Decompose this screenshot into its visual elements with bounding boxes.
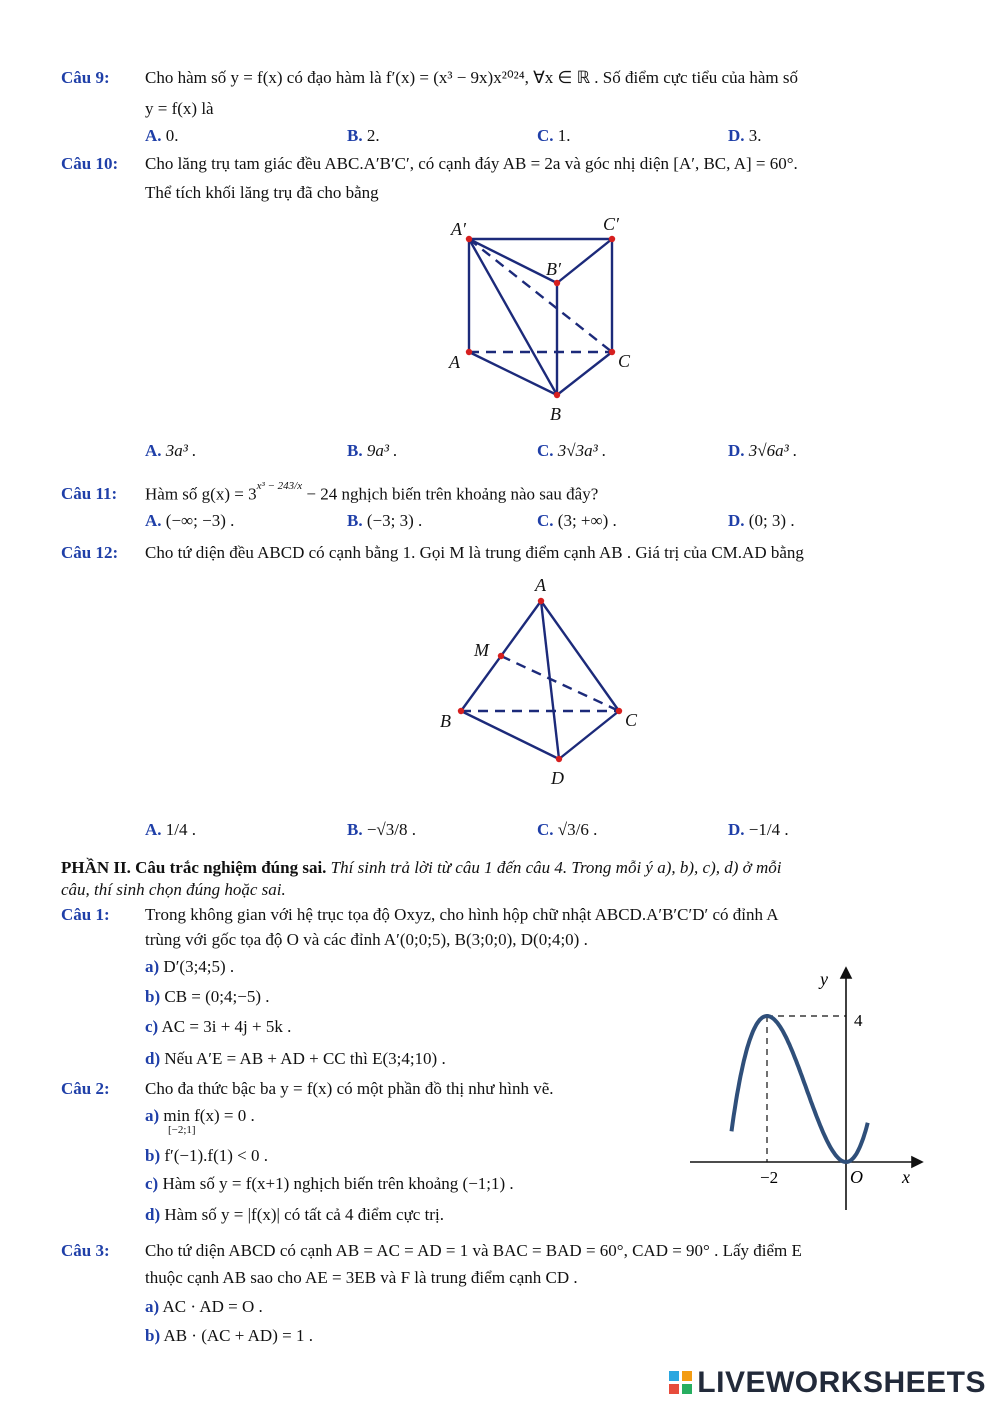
q11-option-b-text: (−3; 3) . — [366, 511, 423, 530]
q12-option-d-letter: D. — [728, 820, 745, 839]
q12-option-c-letter: C. — [537, 820, 554, 839]
liveworksheets-logo-icon — [669, 1371, 693, 1395]
q10-option-b-letter: B. — [347, 441, 363, 460]
q9-option-c-letter: C. — [537, 126, 554, 145]
q11-stem-pre: Hàm số g(x) = 3 — [145, 484, 257, 504]
tetra-label-b: B — [440, 711, 451, 731]
p2q1-item-b-letter: b) — [145, 987, 161, 1006]
q10-option-b-text: 9a³ . — [366, 441, 398, 460]
tetra-label-a: A — [535, 575, 546, 595]
graph-y-arrow — [841, 968, 851, 978]
p2q2-item-a-text: min f(x) = 0 . — [163, 1106, 255, 1125]
graph-label-y: y — [820, 969, 828, 989]
q9-option-d-letter: D. — [728, 126, 745, 145]
q10-option-a-text: 3a³ . — [165, 441, 197, 460]
q12-option-b-text: −√3/8 . — [366, 820, 416, 839]
p2q3-item-b-text: AB · (AC + AD) = 1 . — [163, 1326, 313, 1345]
part2-desc-line2: câu, thí sinh chọn đúng hoặc sai. — [61, 880, 286, 899]
q11-stem-exponent: x³ − 243/x — [256, 480, 303, 492]
p2q3-item-a[interactable] — [145, 1297, 263, 1317]
graph-label-origin: O — [850, 1167, 863, 1187]
q10-option-c-text: 3√3a³ . — [557, 441, 607, 460]
q12-label: Câu 12: — [61, 543, 119, 562]
graph-curve — [732, 1016, 868, 1162]
q12-option-a-letter: A. — [145, 820, 162, 839]
p2q1-item-a-letter: a) — [145, 957, 160, 976]
q9-label: Câu 9: — [61, 68, 110, 87]
q11-option-b-letter: B. — [347, 511, 363, 530]
p2q3-stem-line1: Cho tứ diện ABCD có cạnh AB = AC = AD = 1 và BAC = BAD = 60°, CAD = 90° . Lấy điểm E — [145, 1241, 802, 1260]
prism-label-b: B — [550, 404, 561, 424]
graph-tick-y: 4 — [854, 1011, 863, 1030]
q9-option-d-text: 3. — [748, 126, 762, 145]
p2q1-label: Câu 1: — [61, 905, 110, 924]
p2q1-item-d-text: Nếu A′E = AB + AD + CC thì E(3;4;10) . — [164, 1049, 446, 1068]
part2-title: PHẦN II. Câu trắc nghiệm đúng sai. — [61, 858, 327, 877]
watermark-text: LIVEWORKSHEETS — [697, 1366, 986, 1399]
p2q3-item-a-letter: a) — [145, 1297, 160, 1316]
p2q2-item-c-text: Hàm số y = f(x+1) nghịch biến trên khoảng (−1;1) . — [162, 1174, 514, 1193]
q9-option-b-letter: B. — [347, 126, 363, 145]
q9-stem-line1: Cho hàm số y = f(x) có đạo hàm là f′(x) = (x³ − 9x)x²⁰²⁴, ∀x ∈ ℝ . Số điểm cực tiểu của hàm số — [145, 68, 799, 87]
q9-stem-line2: y = f(x) là — [145, 99, 214, 118]
p2q1-item-c-text: AC = 3i + 4j + 5k . — [161, 1017, 292, 1036]
p2q1-item-b-text: CB = (0;4;−5) . — [164, 987, 270, 1006]
q9-option-a-text: 0. — [165, 126, 179, 145]
p2q2-item-a-letter: a) — [145, 1106, 160, 1125]
q10-option-c-letter: C. — [537, 441, 554, 460]
graph-tick-x: −2 — [760, 1168, 779, 1187]
q10-option-d-text: 3√6a³ . — [748, 441, 798, 460]
tetra-label-d: D — [551, 768, 564, 788]
p2q3-stem-line2: thuộc cạnh AB sao cho AE = 3EB và F là trung điểm cạnh CD . — [145, 1268, 578, 1287]
q12-option-b-letter: B. — [347, 820, 363, 839]
q11-option-d-text: (0; 3) . — [748, 511, 795, 530]
tetra-label-c: C — [625, 710, 638, 730]
logo-square-1 — [669, 1371, 679, 1381]
p2q3-item-a-text: AC · AD = O . — [162, 1297, 263, 1316]
prism-label-c1: C′ — [603, 214, 619, 234]
p2q2-item-b-text: f′(−1).f(1) < 0 . — [164, 1146, 268, 1165]
p2q1-stem-line1: Trong không gian với hệ trục tọa độ Oxyz, cho hình hộp chữ nhật ABCD.A′B′C′D′ có đỉnh A — [145, 905, 779, 924]
q10-stem-line2: Thể tích khối lăng trụ đã cho bằng — [145, 183, 379, 202]
liveworksheets-watermark[interactable] — [669, 1366, 986, 1400]
q11-option-c-text: (3; +∞) . — [557, 511, 617, 530]
logo-square-3 — [669, 1384, 679, 1394]
q11-stem-post: − 24 nghịch biến trên khoảng nào sau đây? — [306, 484, 599, 504]
q11-option-a-letter: A. — [145, 511, 162, 530]
logo-square-4 — [682, 1384, 692, 1394]
p2q2-stem-line1: Cho đa thức bậc ba y = f(x) có một phần đồ thị như hình vẽ. — [145, 1079, 554, 1098]
p2q1-item-c-letter: c) — [145, 1017, 159, 1036]
q12-option-a-text: 1/4 . — [165, 820, 197, 839]
graph-x-arrow — [912, 1157, 922, 1167]
q11-option-c-letter: C. — [537, 511, 554, 530]
tetra-label-m: M — [474, 640, 489, 660]
q11-option-d-letter: D. — [728, 511, 745, 530]
q9-option-c-text: 1. — [557, 126, 571, 145]
q9-option-b-text: 2. — [366, 126, 380, 145]
q12-option-c-text: √3/6 . — [557, 820, 598, 839]
graph-label-x: x — [902, 1167, 910, 1187]
q11-label: Câu 11: — [61, 484, 118, 503]
p2q1-item-d-letter: d) — [145, 1049, 161, 1068]
prism-label-a1: A′ — [451, 219, 466, 239]
q12-option-d-text: −1/4 . — [748, 820, 789, 839]
q10-option-a-letter: A. — [145, 441, 162, 460]
prism-label-b1: B′ — [546, 259, 561, 279]
p2q2-label: Câu 2: — [61, 1079, 110, 1098]
p2q1-item-a-text: D′(3;4;5) . — [163, 957, 235, 976]
p2q2-item-b-letter: b) — [145, 1146, 161, 1165]
part2-desc-line1: Thí sinh trả lời từ câu 1 đến câu 4. Trong mỗi ý a), b), c), d) ở mỗi — [330, 858, 782, 877]
q11-option-a-text: (−∞; −3) . — [165, 511, 235, 530]
q10-option-d-letter: D. — [728, 441, 745, 460]
p2q3-label: Câu 3: — [61, 1241, 110, 1260]
p2q3-item-b[interactable] — [145, 1326, 313, 1346]
p2q1-stem-line2: trùng với gốc tọa độ O và các đỉnh A′(0;0;5), B(3;0;0), D(0;4;0) . — [145, 930, 588, 949]
p2q2-item-d-letter: d) — [145, 1205, 161, 1224]
q10-label: Câu 10: — [61, 154, 119, 173]
q10-stem-line1: Cho lăng trụ tam giác đều ABC.A′B′C′, có cạnh đáy AB = 2a và góc nhị diện [A′, BC, A] = 60°. — [145, 154, 798, 173]
prism-label-c: C — [618, 351, 631, 371]
p2q2-item-d-text: Hàm số y = |f(x)| có tất cả 4 điểm cực trị. — [164, 1205, 444, 1224]
p2q3-item-b-letter: b) — [145, 1326, 161, 1345]
logo-square-2 — [682, 1371, 692, 1381]
q9-option-a-letter: A. — [145, 126, 162, 145]
p2q2-item-a-subscript: [−2;1] — [168, 1124, 196, 1136]
prism-label-a: A — [449, 352, 460, 372]
q12-stem-line1: Cho tứ diện đều ABCD có cạnh bằng 1. Gọi M là trung điểm cạnh AB . Giá trị của CM.AD bằng — [145, 543, 804, 562]
p2q2-item-c-letter: c) — [145, 1174, 159, 1193]
